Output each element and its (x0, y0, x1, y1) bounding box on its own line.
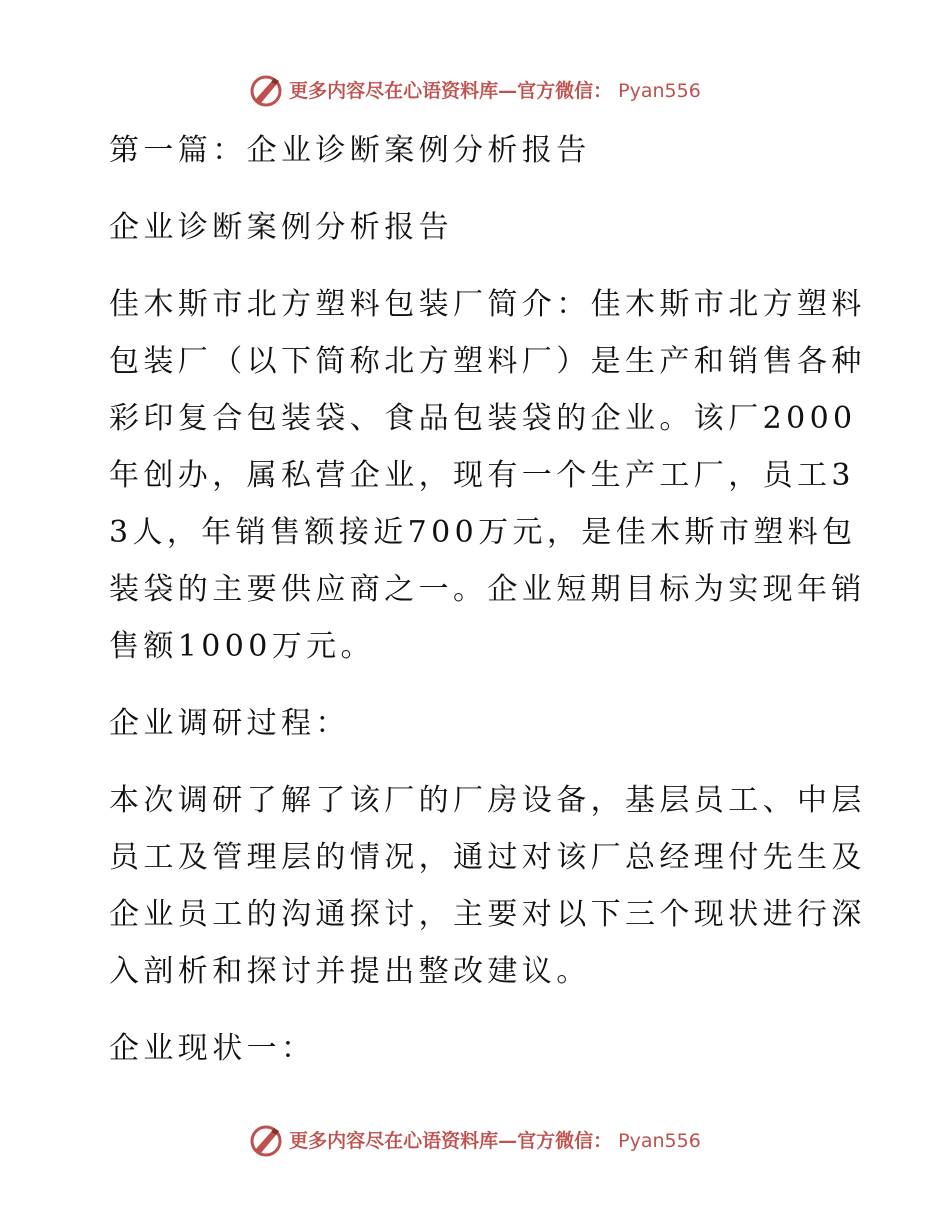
watermark-wechat-id: Pyan556 (618, 1130, 701, 1152)
company-intro-paragraph: 佳木斯市北方塑料包装厂简介：佳木斯市北方塑料包装厂（以下简称北方塑料厂）是生产和销售各种彩印复合包装袋、食品包装袋的企业。该厂2000年创办，属私营企业，现有一个生产工厂，员工33人，年销售额接近700万元，是佳木斯市塑料包装袋的主要供应商之一。企业短期目标为实现年销售额1000万元。 (109, 287, 866, 664)
watermark-wechat-id: Pyan556 (618, 80, 701, 102)
document-body (98, 122, 878, 1097)
report-title: 企业诊断案例分析报告 (109, 210, 453, 245)
watermark-text: 更多内容尽在心语资料库—官方微信： (289, 1130, 613, 1152)
footer-watermark (0, 1124, 950, 1158)
header-watermark (0, 74, 950, 108)
status-one-heading: 企业现状一： (109, 1031, 316, 1066)
research-process-paragraph: 本次调研了解了该厂的厂房设备，基层员工、中层员工及管理层的情况，通过对该厂总经理付先生及企业员工的沟通探讨，主要对以下三个现状进行深入剖析和探讨并提出整改建议。 (109, 783, 866, 989)
pen-logo-icon (249, 74, 283, 108)
chapter-title: 第一篇：企业诊断案例分析报告 (109, 133, 591, 168)
watermark-text: 更多内容尽在心语资料库—官方微信： (289, 80, 613, 102)
research-process-heading: 企业调研过程： (109, 706, 350, 741)
pen-logo-icon (249, 1124, 283, 1158)
